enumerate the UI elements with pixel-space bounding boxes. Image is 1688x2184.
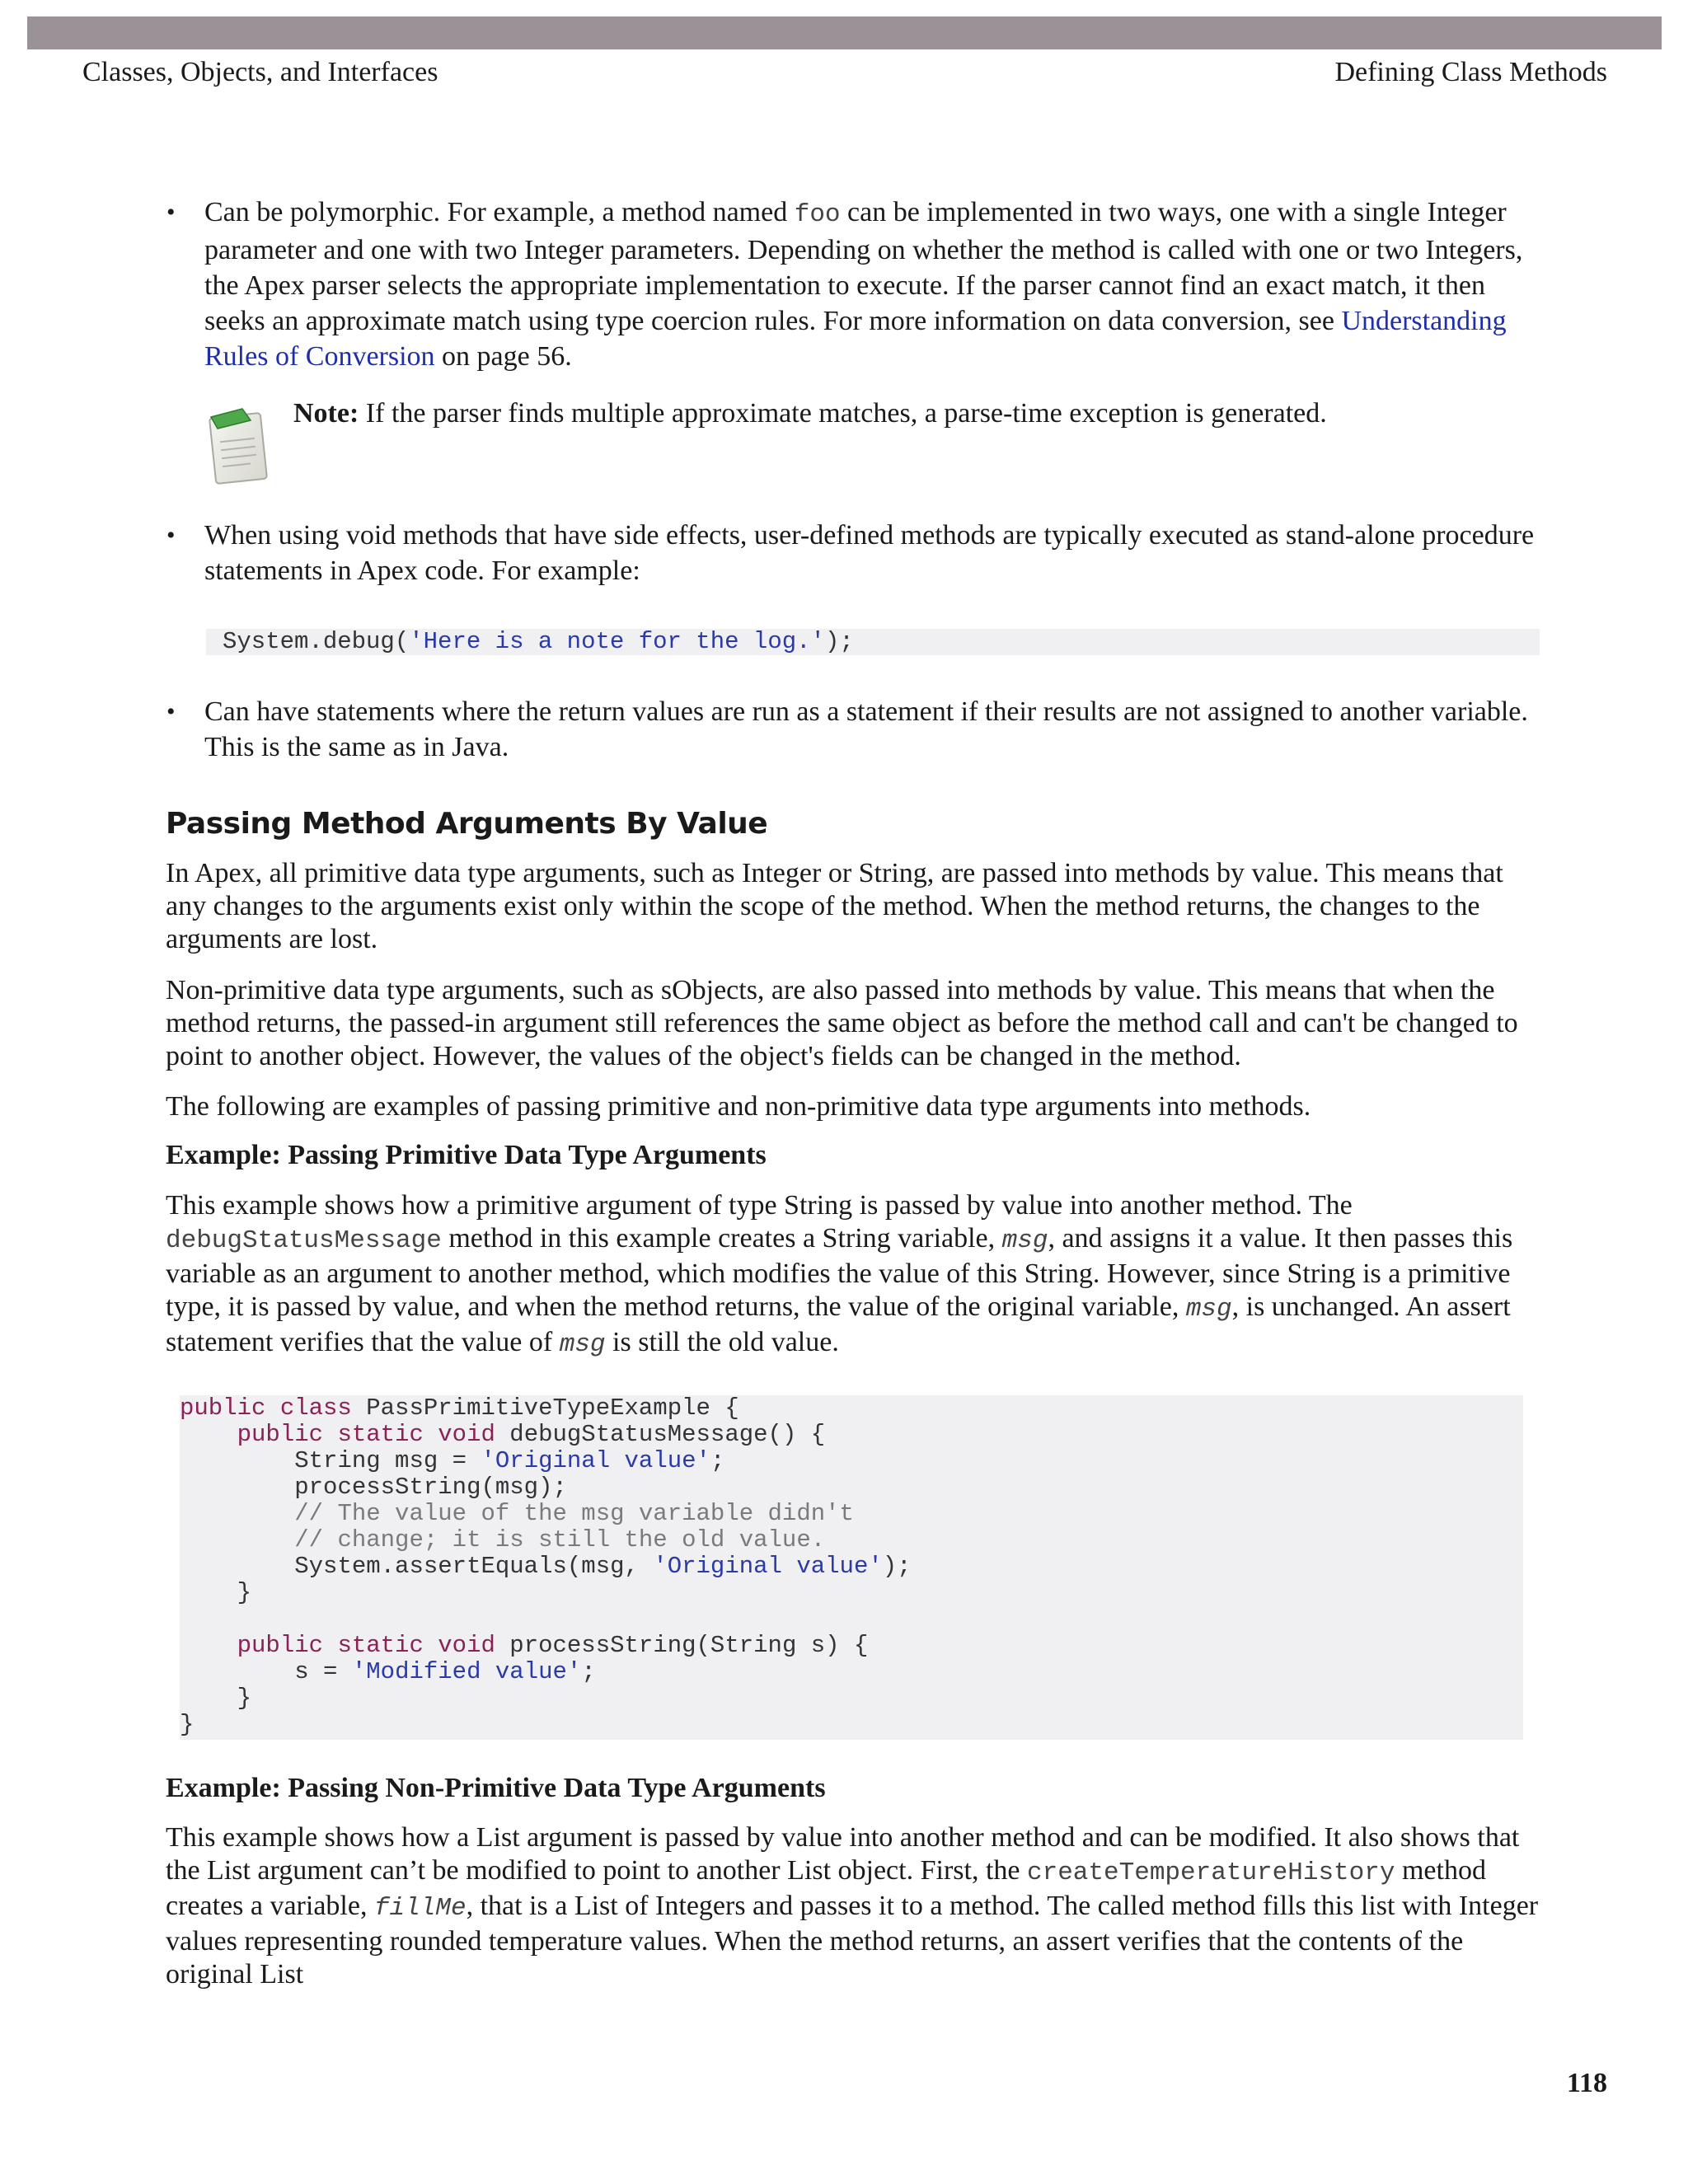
bullet-dot-icon: • xyxy=(166,522,176,549)
code-text: } xyxy=(237,1685,252,1712)
code-line xyxy=(180,1501,1523,1527)
code-text: s = xyxy=(294,1658,352,1685)
code-string: 'Here is a note for the log.' xyxy=(409,628,825,655)
code-line xyxy=(180,1659,1523,1685)
inline-code: createTemperatureHistory xyxy=(1027,1858,1395,1887)
bullet-dot-icon: • xyxy=(166,199,176,226)
code-string: 'Original value' xyxy=(653,1553,883,1580)
paragraph-non-primitive: Non-primitive data type arguments, such as sObjects, are also passed into methods by value. This means that when the method returns, the passed-in argument still references the same object as before the method call and can't be changed to point to another object. However, the values of the object's fields can be changed in the method. xyxy=(166,975,1518,1071)
paragraph-text: This example shows how a List argument is passed by value into another method and can be modified. It also shows that the List argument can’t be modified to point to another List object. First, the xyxy=(166,1822,1520,1886)
paragraph-examples-intro: The following are examples of passing primitive and non-primitive data type arguments into methods. xyxy=(166,1091,1311,1122)
note-text xyxy=(293,397,1327,430)
code-keyword: public static void xyxy=(237,1421,495,1448)
code-text: String msg = xyxy=(294,1447,481,1474)
code-text: ; xyxy=(710,1447,725,1474)
inline-code: debugStatusMessage xyxy=(166,1226,442,1255)
code-text: ); xyxy=(882,1553,912,1580)
code-example-debug xyxy=(206,629,1540,655)
bullet-item-return-values xyxy=(166,694,1544,765)
code-text: System.debug( xyxy=(223,628,410,655)
paragraph-example-primitive xyxy=(166,1189,1542,1361)
section-heading: Passing Method Arguments By Value xyxy=(166,807,768,841)
paragraph-text: is still the old value. xyxy=(605,1327,839,1357)
inline-variable: msg xyxy=(1185,1295,1232,1324)
code-text: processString(String s) { xyxy=(495,1632,869,1659)
inline-variable: fillMe xyxy=(373,1894,467,1923)
code-line xyxy=(180,1554,1523,1580)
example-heading-primitive: Example: Passing Primitive Data Type Arguments xyxy=(166,1140,767,1170)
code-line xyxy=(180,1448,1523,1474)
bullet-text: When using void methods that have side effects, user-defined methods are typically executed as stand-alone procedure statements in Apex code. For example: xyxy=(204,520,1535,586)
paragraph-text: method creates a variable, xyxy=(166,1855,1486,1921)
paragraph-primitive: In Apex, all primitive data type arguments, such as Integer or String, are passed into methods by value. This means that any changes to the arguments exist only within the scope of the method. When the method returns, the changes to the arguments are lost. xyxy=(166,858,1503,954)
bullet-item-void-methods xyxy=(166,518,1544,588)
code-line xyxy=(180,1685,1523,1712)
code-line xyxy=(180,1474,1523,1501)
code-line xyxy=(180,1633,1523,1659)
code-string: 'Original value' xyxy=(481,1447,710,1474)
note-icon xyxy=(204,401,274,486)
code-text: debugStatusMessage() { xyxy=(495,1421,826,1448)
bullet-text: on page 56. xyxy=(434,341,572,372)
code-block-pass-primitive xyxy=(180,1395,1523,1740)
code-comment: // change; it is still the old value. xyxy=(294,1526,826,1554)
code-text: System.assertEquals(msg, xyxy=(294,1553,654,1580)
paragraph-text: , that is a List of Integers and passes it to a method. The called method fills this list with Integer values representing rounded temperature values. When the method returns, an assert verifies that the contents of the original List xyxy=(166,1891,1539,1990)
inline-code: foo xyxy=(794,200,841,229)
bullet-item-polymorphic xyxy=(166,194,1544,374)
note-label: Note: xyxy=(293,398,359,429)
note-callout xyxy=(204,397,1540,488)
bullet-text: Can have statements where the return values are run as a statement if their results are not assigned to another variable. This is the same as in Java. xyxy=(204,696,1528,762)
example-heading-non-primitive: Example: Passing Non-Primitive Data Type Arguments xyxy=(166,1773,826,1803)
paragraph-text: method in this example creates a String variable, xyxy=(441,1223,1002,1254)
note-body: If the parser finds multiple approximate matches, a parse-time exception is generated. xyxy=(359,398,1327,429)
inline-variable: msg xyxy=(1001,1226,1048,1255)
running-header-chapter: Classes, Objects, and Interfaces xyxy=(82,57,438,87)
code-comment: // The value of the msg variable didn't xyxy=(294,1500,854,1527)
inline-variable: msg xyxy=(559,1330,606,1359)
paragraph-text: , and assigns it a value. It then passes this variable as an argument to another method, which modifies the value of this String. However, since String is a primitive type, it is passed by value, and when the method returns, the value of the original variable, xyxy=(166,1223,1513,1322)
code-line xyxy=(180,1422,1523,1448)
code-line xyxy=(180,1712,1523,1738)
code-text: PassPrimitiveTypeExample { xyxy=(351,1394,739,1422)
code-line xyxy=(180,1580,1523,1606)
code-text: ); xyxy=(824,628,854,655)
code-text: processString(msg); xyxy=(294,1474,567,1501)
code-text: } xyxy=(180,1711,195,1738)
paragraph-example-non-primitive xyxy=(166,1821,1542,1991)
page-number: 118 xyxy=(1566,2068,1607,2098)
code-text: } xyxy=(237,1579,252,1606)
code-keyword: public static void xyxy=(237,1632,495,1659)
code-string: 'Modified value' xyxy=(351,1658,582,1685)
bullet-dot-icon: • xyxy=(166,698,176,725)
header-bar xyxy=(27,16,1662,49)
paragraph-text: , is unchanged. An assert statement verifies that the value of xyxy=(166,1291,1511,1357)
bullet-text: Can be polymorphic. For example, a method named xyxy=(204,197,795,227)
code-text: ; xyxy=(581,1658,596,1685)
paragraph-text: This example shows how a primitive argument of type String is passed by value into another method. The xyxy=(166,1190,1353,1221)
conversion-rules-link[interactable]: Understanding Rules of Conversion xyxy=(204,306,1507,372)
code-line xyxy=(180,1527,1523,1554)
bullet-text: can be implemented in two ways, one with a single Integer parameter and one with two Integer parameters. Depending on whether the method is called with one or two Integers, the Apex parser selects the appropriate implementation to execute. If the parser cannot find an exact match, it then seeks an approximate match using type coercion rules. For more information on data conversion, see xyxy=(204,197,1523,336)
code-keyword: public class xyxy=(180,1394,352,1422)
code-line-blank xyxy=(180,1606,1523,1633)
code-line xyxy=(180,1395,1523,1422)
running-header-section: Defining Class Methods xyxy=(1334,57,1607,87)
